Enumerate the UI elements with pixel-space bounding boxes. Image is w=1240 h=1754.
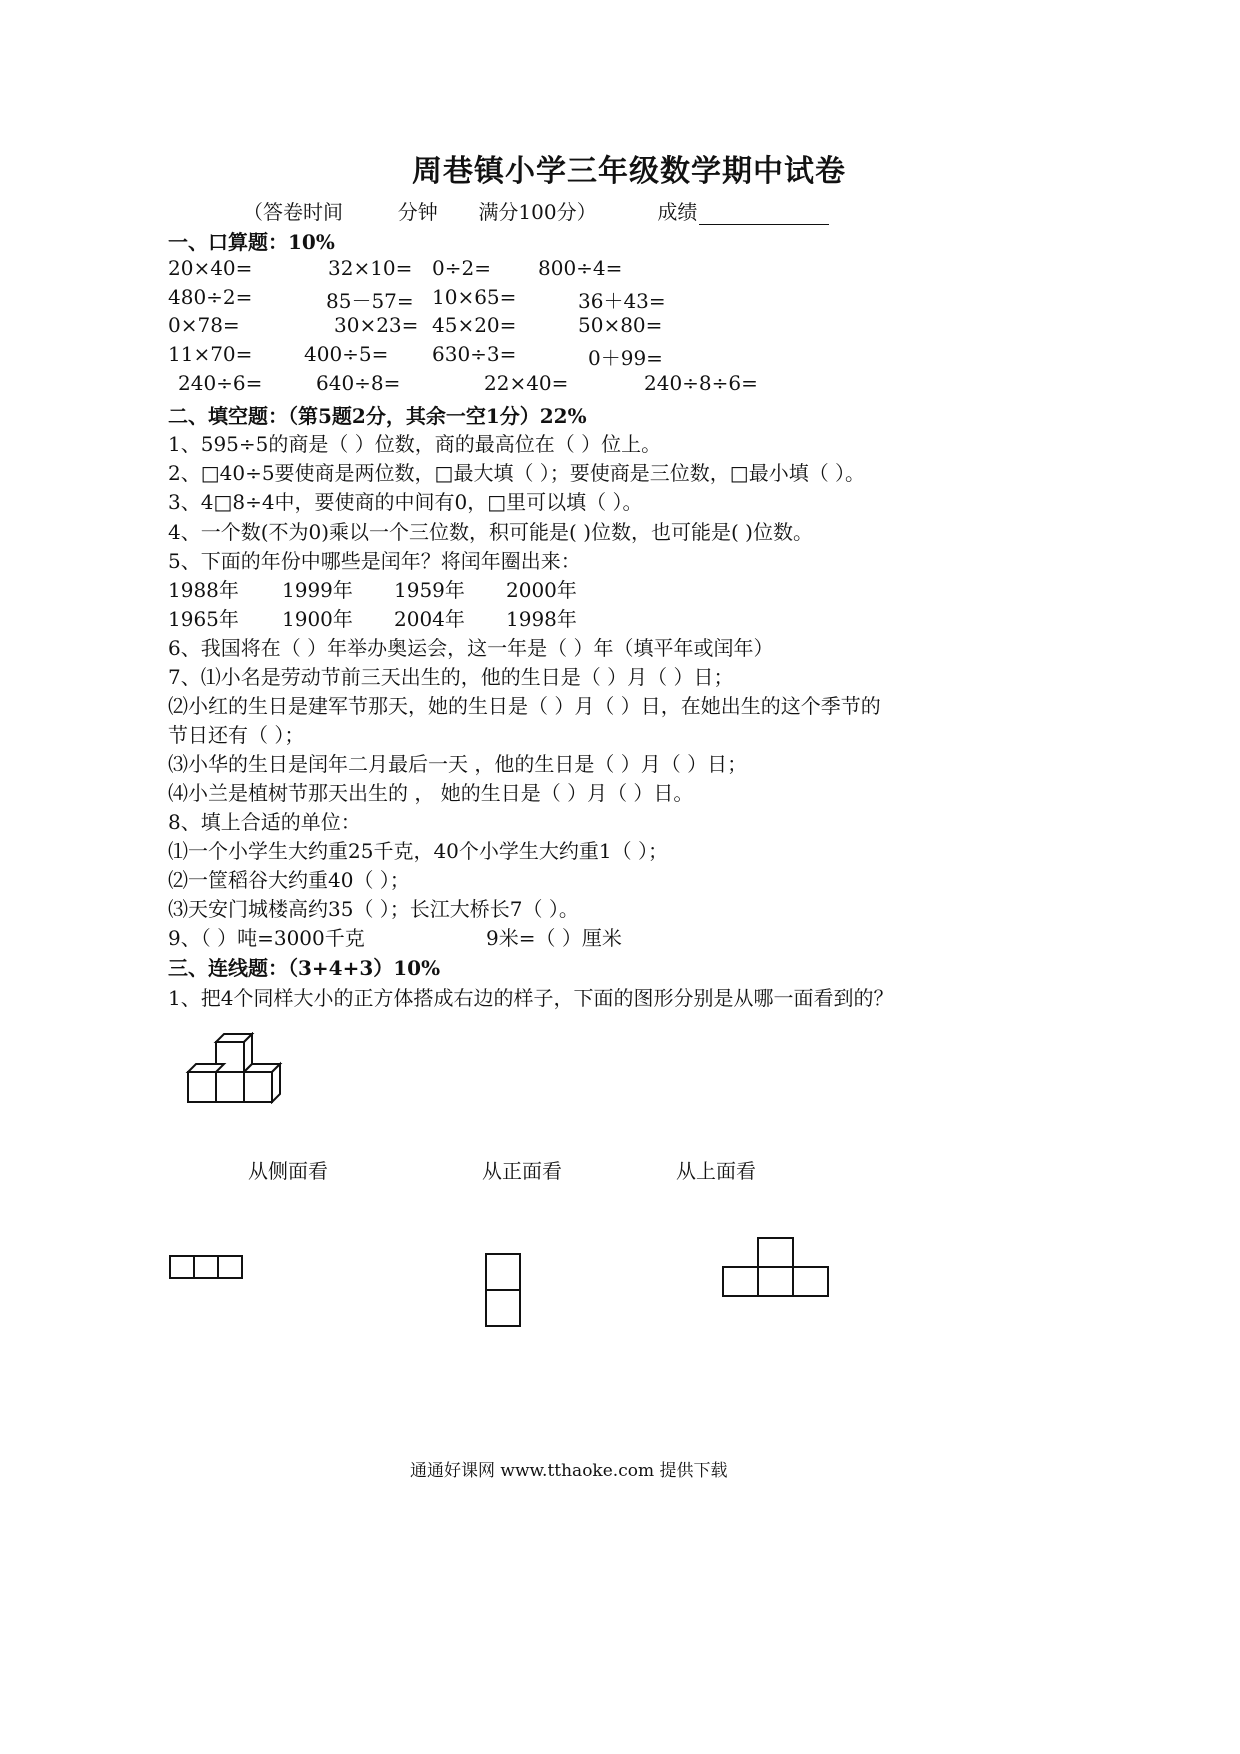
math-problem: 30×23=	[334, 313, 419, 337]
q5-line: 5、下面的年份中哪些是闰年？将闰年圈出来：	[168, 549, 581, 573]
math-problem: 22×40=	[484, 371, 569, 395]
q3-line: 3、4□8÷4中，要使商的中间有0，□里可以填（ ）。	[168, 490, 643, 514]
cube-front-face	[188, 1072, 216, 1102]
math-problem: 50×80=	[578, 313, 663, 337]
year: 1965年	[168, 607, 239, 631]
q7-line: 7、⑴小名是劳动节前三天出生的，他的生日是（ ）月（ ）日；	[168, 665, 734, 689]
math-problem: 480÷2=	[168, 285, 253, 309]
square-cell	[170, 1256, 194, 1278]
square-cell	[723, 1267, 758, 1296]
year: 2004年	[394, 607, 465, 631]
shape-two-stacked[interactable]	[484, 1252, 524, 1330]
time-label: （答卷时间	[243, 200, 343, 224]
full-score: 满分100分）	[478, 200, 597, 224]
subtitle	[243, 196, 829, 225]
math-problem: 36＋43=	[578, 289, 666, 313]
q9-right: 9米=（ ）厘米	[486, 926, 622, 950]
q2-line: 2、□40÷5要使商是两位数，□最大填（ ）；要使商是三位数，□最小填（ ）。	[168, 461, 866, 485]
view-label-front: 从正面看	[482, 1159, 562, 1183]
view-label-top: 从上面看	[676, 1159, 756, 1183]
year: 1999年	[282, 578, 353, 602]
q7-2-line: ⑵小红的生日是建军节那天，她的生日是（ ）月（ ）日，在她出生的这个季节的	[168, 694, 881, 718]
math-problem: 20×40=	[168, 256, 253, 280]
q8-3-line: ⑶天安门城楼高约35（ ）；长江大桥长7（ ）。	[168, 897, 579, 921]
math-problem: 400÷5=	[304, 342, 389, 366]
math-problem: 10×65=	[432, 285, 517, 309]
q1-line: 1、595÷5的商是（ ）位数，商的最高位在（ ）位上。	[168, 432, 662, 456]
math-problem: 0＋99=	[588, 346, 663, 370]
q6-line: 6、我国将在（ ）年举办奥运会，这一年是（ ）年（填平年或闰年）	[168, 636, 774, 660]
cube-side-face	[272, 1064, 280, 1102]
footer-text: 通通好课网 www.tthaoke.com 提供下载	[410, 1461, 728, 1481]
math-problem: 240÷6=	[178, 371, 263, 395]
section1-heading: 一、口算题：10%	[168, 230, 335, 254]
math-problem: 0÷2=	[432, 256, 491, 280]
cube-structure-figure	[180, 1032, 290, 1104]
square-cell	[758, 1267, 793, 1296]
cube-front-face	[216, 1072, 244, 1102]
year: 1900年	[282, 607, 353, 631]
math-problem: 11×70=	[168, 342, 253, 366]
math-problem: 85－57=	[326, 289, 414, 313]
minutes-label: 分钟	[397, 200, 438, 224]
math-problem: 0×78=	[168, 313, 240, 337]
q9-left: 9、（ ）吨=3000千克	[168, 926, 365, 950]
cube-front-face	[244, 1072, 272, 1102]
year: 1998年	[506, 607, 577, 631]
math-problem: 45×20=	[432, 313, 517, 337]
shape-three-in-row[interactable]	[168, 1254, 248, 1284]
section3-heading: 三、连线题：（3+4+3）10%	[168, 956, 441, 980]
q7-2-cont-line: 节日还有（ ）；	[168, 723, 305, 747]
shape-t-form[interactable]	[721, 1236, 833, 1300]
q7-4-line: ⑷小兰是植树节那天出生的 ， 她的生日是（ ）月（ ）日。	[168, 781, 694, 805]
math-problem: 240÷8÷6=	[644, 371, 758, 395]
grade-label: 成绩	[657, 200, 698, 224]
math-problem: 640÷8=	[316, 371, 401, 395]
section2-heading: 二、填空题：（第5题2分，其余一空1分）22%	[168, 404, 587, 428]
s3-q1-line: 1、把4个同样大小的正方体搭成右边的样子，下面的图形分别是从哪一面看到的？	[168, 986, 894, 1010]
math-problem: 630÷3=	[432, 342, 517, 366]
cube-top-face	[188, 1064, 224, 1072]
square-cell	[194, 1256, 218, 1278]
q4-line: 4、一个数(不为0)乘以一个三位数，积可能是( )位数，也可能是( )位数。	[168, 520, 813, 544]
q8-line: 8、填上合适的单位：	[168, 810, 361, 834]
math-problem: 800÷4=	[538, 256, 623, 280]
q7-3-line: ⑶小华的生日是闰年二月最后一天 ，他的生日是（ ）月（ ）日；	[168, 752, 748, 776]
square-cell	[793, 1267, 828, 1296]
q8-1-line: ⑴一个小学生大约重25千克，40个小学生大约重1（ ）；	[168, 839, 668, 863]
view-label-side: 从侧面看	[248, 1159, 328, 1183]
grade-blank[interactable]	[699, 206, 829, 225]
square-cell	[486, 1254, 520, 1290]
square-cell	[758, 1238, 793, 1267]
year: 1959年	[394, 578, 465, 602]
square-cell	[218, 1256, 242, 1278]
year: 1988年	[168, 578, 239, 602]
q8-2-line: ⑵一筐稻谷大约重40（ ）；	[168, 868, 410, 892]
math-problem: 32×10=	[328, 256, 413, 280]
square-cell	[486, 1290, 520, 1326]
page-title: 周巷镇小学三年级数学期中试卷	[412, 154, 846, 189]
year: 2000年	[506, 578, 577, 602]
